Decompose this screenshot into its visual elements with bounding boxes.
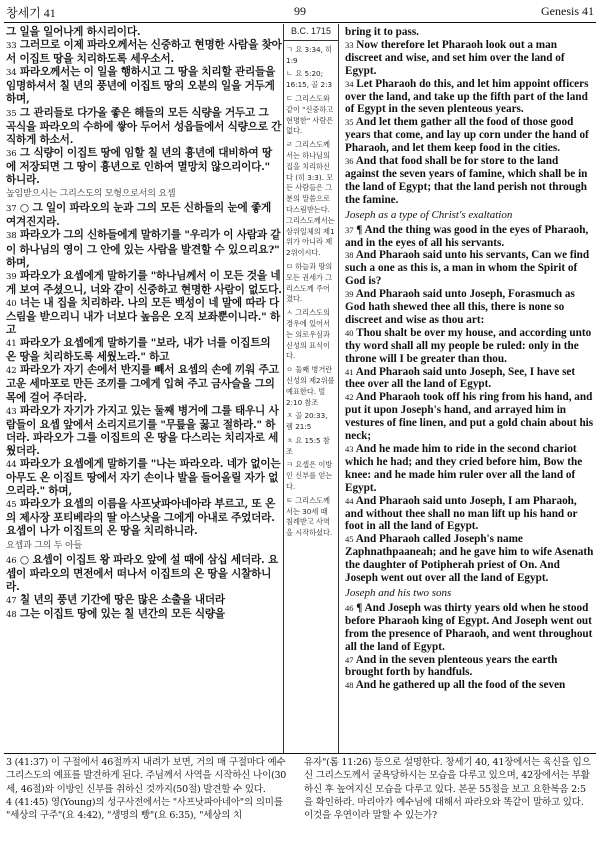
english-book-title: Genesis 41 — [541, 4, 594, 18]
verse-text: And Pharaoh said unto his servants, Can we find such a one as this is, a man in whom the Spirit of God is? — [345, 249, 590, 288]
english-verse — [345, 533, 595, 585]
korean-verses-b — [6, 202, 282, 538]
korean-verse — [6, 39, 282, 66]
verse-number: 47 — [6, 595, 17, 606]
english-verse — [345, 654, 595, 680]
korean-verse — [6, 337, 282, 364]
korean-heading-1: 높임받으시는 그리스도의 모형으로서의 요셉 — [6, 189, 176, 200]
verse-text: And Pharaoh said unto Joseph, See, I have set thee over all the land of Egypt. — [345, 365, 576, 391]
english-verses-b — [345, 224, 595, 585]
korean-verse — [6, 147, 282, 187]
korean-verses-a — [6, 39, 282, 187]
verse-number: 40 — [6, 298, 17, 309]
verse-text: And he made him to ride in the second chariot which he had; and they cried before him, Bow the knee: and he made him ruler over all the land of Egypt. — [345, 443, 583, 494]
margin-reference: ㄱ 요 3:34, 히 1:9 — [286, 44, 333, 65]
verse-number: 39 — [345, 289, 354, 300]
verse-text: And Pharaoh took off his ring from his hand, and put it upon Joseph's hand, and arrayed him in vestures of fine linen, and put a gold chain about his neck; — [345, 391, 594, 443]
english-verse — [345, 391, 595, 443]
verse-text: Now therefore let Pharaoh look out a man discreet and wise, and set him over the land of Egypt. — [345, 38, 565, 77]
verse-number: 33 — [345, 39, 354, 50]
korean-verse — [6, 107, 282, 147]
margin-reference: ㅇ 둘째 병거란 신성의 제2위를 예표한다. 빌 2:10 참조 — [286, 365, 335, 407]
verse-text: 파라오가 그의 신하들에게 말하기를 "우리가 이 사람과 같이 하나님의 영이 그 안에 있는 사람을 발견할 수 있으리요?" 하며, — [6, 229, 281, 269]
verse-number: 33 — [6, 41, 17, 52]
korean-verse — [6, 458, 282, 498]
verse-number: 36 — [6, 148, 17, 159]
page-header — [6, 4, 594, 22]
footnotes-left — [6, 756, 296, 822]
margin-column — [283, 24, 339, 754]
verse-text: 칠 년의 풍년 기간에 땅은 많은 소출을 내더라 — [19, 593, 225, 606]
verse-text: Let Pharaoh do this, and let him appoint officers over the land, and take up the fifth part of the land of Egypt in the seven plenteous years. — [345, 77, 589, 116]
english-verse — [345, 78, 595, 117]
english-verse — [345, 679, 595, 692]
english-verse — [345, 443, 595, 495]
margin-reference: ㅋ 요셉은 이방인 신부를 얻는다. — [286, 460, 333, 492]
margin-references — [286, 45, 336, 539]
english-verse — [345, 249, 595, 288]
verse-text: And he gathered up all the food of the seven — [355, 679, 566, 692]
verse-text: 파라오가 자기 손에서 반지를 빼서 요셉의 손에 끼워 주고 고운 세마포로 만든 조끼를 그에게 입혀 주고 금사슬을 그의 목에 걸어 주더라. — [6, 364, 279, 404]
korean-verse — [6, 554, 282, 594]
verse-number: 44 — [6, 460, 17, 470]
korean-verse — [6, 66, 282, 106]
margin-reference: ㄹ 그리스도께서는 하나님의 집을 치리하신다 (히 3:3). 모든 사람들은 그분의 말씀으로 다스림받는다. 그리스도께서는 삼위일체의 제1위가 아니라 제2위이시다. — [286, 140, 335, 258]
korean-verse — [6, 229, 282, 269]
margin-reference: ㄴ 요 5:20; 16:15, 골 2:3 — [286, 69, 333, 90]
margin-reference: ㅈ 골 20:33, 렘 21:5 — [286, 411, 328, 432]
korean-heading-2: 요셉과 그의 두 아들 — [6, 540, 82, 551]
korean-column — [6, 26, 282, 622]
verse-text: 파라오가 요셉에게 말하기를 "보라, 내가 너를 이집트의 온 땅을 치리하도록 세웠노라." 하고 — [6, 337, 271, 364]
footnote: 유자"(롬 11:26) 등으로 설명한다. 창세기 40, 41장에서는 육신을 입으신 그리스도께서 굴욕당하시는 모습을 다루고 있으며, 42장에서는 부활하신 후 높여지신 모습을 다루고 있다. 본문 55절을 보고 요한복음 2:5을 확인하라. 마리아가 예수님에 대해서 파라오와 똑같이 말하고 있다. 이것을 우연이라 말할 수 있는가? — [304, 757, 591, 822]
korean-verse — [6, 364, 282, 404]
korean-verse — [6, 297, 282, 337]
verse-text: 그는 이집트 땅에 있는 칠 년간의 모든 식량을 — [19, 608, 225, 621]
english-verse — [345, 224, 595, 250]
english-verse — [345, 39, 595, 78]
verse-number: 36 — [345, 156, 354, 167]
english-verses-c — [345, 602, 595, 692]
verse-number: 34 — [345, 78, 354, 89]
verse-text: 파라오가 자기가 가지고 있는 둘째 병거에 그를 태우니 사람들이 요셉 앞에서 소리지르기를 "무릎을 꿇고 절하라." 하더라. 파라오가 그를 이집트의 온 땅을 다스리는 치리자로 세웠더라. — [6, 404, 279, 457]
verse-number: 37 — [345, 224, 354, 235]
verse-number: 46 — [6, 555, 17, 566]
verse-text: ○ 그 일이 파라오의 눈과 그의 모든 신하들의 눈에 좋게 여겨진지라. — [6, 202, 272, 229]
footnotes-right — [304, 756, 594, 822]
english-verse — [345, 602, 595, 654]
english-verses-a — [345, 39, 595, 207]
verse-number: 35 — [6, 108, 17, 119]
page-number: 99 — [294, 4, 306, 18]
english-verse — [345, 495, 595, 534]
verse-number: 37 — [6, 204, 17, 215]
verse-number: 48 — [6, 610, 17, 621]
verse-text: 파라오가 요셉의 이름을 사프낫파아네아라 부르고, 또 온의 제사장 포티베라의 딸 아스낫을 그에게 아내로 주었더라. 요셉이 나가 이집트의 온 땅을 치리하니라. — [6, 498, 276, 538]
verse-text: 그러므로 이제 파라오께서는 신중하고 현명한 사람을 찾아서 이집트 땅을 치리하도록 세우소서. — [6, 39, 282, 66]
english-heading-2: Joseph and his two sons — [345, 586, 452, 599]
english-verse — [345, 155, 595, 207]
verse-number: 42 — [345, 392, 354, 403]
verse-number: 46 — [345, 602, 354, 613]
margin-reference: ㅁ 하늘과 땅의 모든 권세가 그리스도께 주어졌다. — [286, 261, 333, 304]
verse-number: 38 — [345, 250, 354, 261]
korean-verse — [6, 594, 282, 608]
english-verse — [345, 288, 595, 327]
verse-text: And Pharaoh called Joseph's name Zaphnathpaaneah; and he gave him to wife Asenath the daughter of Potipherah priest of On. And Joseph went out over all the land of Egypt. — [345, 533, 594, 585]
verse-number: 34 — [6, 68, 17, 79]
verse-text: 그 식량이 이집트 땅에 임할 칠 년의 흉년에 대비하여 땅에 저장되면 그 땅이 흉년으로 인하여 멸망치 않으리이다." 하니라. — [6, 146, 273, 187]
verse-text: ¶ And Joseph was thirty years old when he stood before Pharaoh king of Egypt. And Joseph went out from the presence of Pharaoh, and went throughout all the land of Egypt. — [345, 601, 593, 653]
verse-number: 45 — [345, 534, 354, 545]
english-intro: bring it to pass. — [345, 26, 419, 38]
verse-text: ○ 요셉이 이집트 왕 파라오 앞에 설 때에 삼십 세더라. 요셉이 파라오의 면전에서 떠나서 이집트의 온 땅을 시찰하니라. — [6, 553, 279, 593]
english-verse — [345, 327, 595, 366]
verse-text: 파라오가 요셉에게 말하기를 "나는 파라오라. 네가 없이는 아무도 온 이집트 땅에서 자기 손이나 발을 들어올릴 자가 없으리라." 하며, — [6, 458, 281, 498]
korean-verse — [6, 608, 282, 622]
korean-verses-c — [6, 554, 282, 622]
verse-number: 35 — [345, 117, 354, 128]
verse-number: 41 — [6, 339, 17, 350]
footnote: 4 (41:45) 영(Young)의 성구사전에서는 "사프낫파아네아"의 의미를 "세상의 구주"(요 4:42), "생명의 빵"(요 6:35), "세상의 치 — [6, 796, 283, 822]
verse-number: 40 — [345, 327, 354, 338]
verse-text: Thou shalt be over my house, and according unto thy word shall all my people be ruled: only in the throne will I be greater than thou. — [345, 326, 592, 365]
korean-verse — [6, 270, 282, 297]
verse-number: 47 — [345, 654, 354, 665]
verse-number: 43 — [345, 444, 354, 454]
verse-text: And Pharaoh said unto Joseph, Forasmuch as God hath shewed thee all this, there is none so discreet and wise as thou art: — [345, 288, 575, 326]
margin-reference: ㅅ 그리스도의 경우에 있어서는 의로우심과 신성의 표식이다. — [286, 308, 330, 361]
korean-book-title: 창세기 41 — [6, 6, 56, 20]
verse-text: ¶ And the thing was good in the eyes of Pharaoh, and in the eyes of all his servants. — [345, 223, 589, 249]
margin-reference: ㅊ 요 15:5 참조 — [286, 435, 330, 456]
verse-text: 파라오께서는 이 일을 행하시고 그 땅을 치리할 관리들을 임명하셔서 칠 년의 풍년에 이집트 땅의 오분의 일을 거두게 하며, — [6, 66, 276, 106]
footnote-rule — [4, 753, 596, 754]
header-rule — [4, 22, 596, 23]
date-label: B.C. 1715 — [284, 24, 338, 41]
verse-text: 너는 내 집을 치리하라. 나의 모든 백성이 네 말에 따라 다스림을 받으리니 내가 너보다 높음은 오직 보좌뿐이니라." 하고 — [6, 296, 281, 337]
korean-verse — [6, 498, 282, 538]
verse-text: And in the seven plenteous years the earth brought forth by handfuls. — [345, 653, 558, 679]
verse-number: 45 — [6, 500, 17, 511]
english-verse — [345, 116, 595, 155]
verse-number: 39 — [6, 271, 17, 282]
verse-number: 43 — [6, 406, 17, 417]
verse-number: 41 — [345, 366, 354, 377]
verse-text: 그 관리들로 다가올 좋은 해들의 모든 식량을 거두고 그 곡식을 파라오의 수하에 쌓아 두어서 성읍들에서 식량으로 간직하게 하소서. — [6, 106, 282, 146]
verse-text: 파라오가 요셉에게 말하기를 "하나님께서 이 모든 것을 네게 보여 주셨으니, 너와 같이 신중하고 현명한 사람이 없도다. — [6, 269, 282, 296]
verse-number: 42 — [6, 366, 17, 377]
margin-reference: ㅌ 그리스도께서는 30세 때 침례받고 사역을 시작하셨다. — [286, 495, 333, 538]
verse-number: 48 — [345, 680, 354, 691]
english-verse — [345, 366, 595, 392]
verse-text: And that food shall be for store to the land against the seven years of famine, which shall be in the land of Egypt; that the land perish not through the famine. — [345, 155, 588, 206]
english-column — [345, 26, 595, 692]
korean-verse — [6, 202, 282, 229]
english-heading-1: Joseph as a type of Christ's exaltation — [345, 208, 513, 221]
footnote: 3 (41:37) 이 구절에서 46절까지 내려가 보면, 거의 매 구절마다 예수 그리스도의 예표를 발견하게 된다. 주님께서 사역을 시작하신 나이(30세, 46절)와 이방인 신부를 취하신 것까지(50절) 발견할 수 있다. — [6, 757, 287, 795]
korean-verse — [6, 405, 282, 458]
margin-reference: ㄷ 그리스도와 같이 "신중하고 현명한" 사람은 없다. — [286, 93, 334, 136]
korean-intro: 그 일을 일어나게 하시리이다. — [6, 26, 141, 38]
verse-number: 44 — [345, 495, 354, 506]
verse-text: And Pharaoh said unto Joseph, I am Pharaoh, and without thee shall no man lift up his hand or foot in all the land of Egypt. — [345, 494, 578, 533]
verse-number: 38 — [6, 231, 17, 242]
verse-text: And let them gather all the food of those good years that come, and lay up corn under the hand of Pharaoh, and let them keep food in the cities. — [345, 116, 589, 155]
